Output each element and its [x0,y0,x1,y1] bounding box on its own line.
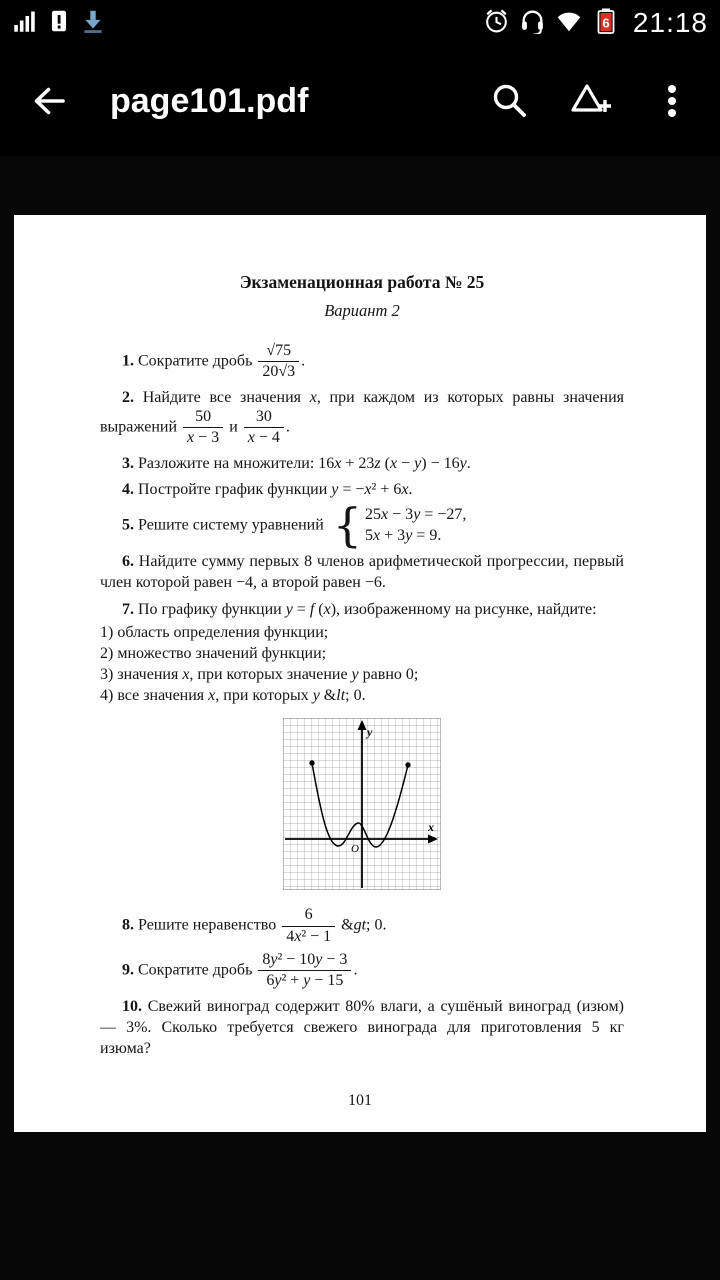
problem-3: 3. Разложите на множители: 16x + 23z (x − y) − 16y. [122,454,471,472]
clock-text: 21:18 [632,7,708,38]
fraction: $\frac{√75}{20√3}$ [256,342,301,382]
problem-7-subitems [100,622,624,706]
battery-icon [592,7,620,40]
equation-system: { 25x − 3y = −27, 5x + 3y = 9. [332,497,467,552]
exam-title: Экзаменационная работа № 25 [239,272,485,292]
problem-6: 6. Найдите сумму первых 8 членов арифметической прогрессии, первый член которой равен −4, а второй равен −6. [100,553,624,592]
fraction: $\frac{30}{x - 4}$ [242,408,286,448]
problem-5: 5. Решите систему уравнений { 25x − 3y = −27, 5x + 3y = 9. [122,497,467,552]
subitem-2: 2) множество значений функции; [100,644,327,662]
page-number: 101 [348,1092,372,1109]
pdf-viewport[interactable] [0,156,720,1280]
problem-1: 1. Сократите дробь $\frac{√75}{20√3}$ . [122,341,306,381]
subitem-1: 1) область определения функции; [100,623,329,641]
fraction: $\frac{6}{\text{4x² − 1}}$ [280,906,337,946]
search-button[interactable] [488,79,532,123]
fraction: $\frac{\text{8y² − 10y − 3}}{\text{6y² + y − 15}}$ [256,951,353,991]
problem-7: 7. По графику функции y = f (x), изображенному на рисунке, найдите: [122,600,597,618]
y-axis-label: y [367,725,373,740]
x-axis-label: x [428,820,434,835]
status-bar[interactable] [0,0,720,46]
svg-text:6: 6 [602,15,610,30]
problem-4: 4. Постройте график функции y = −x² + 6x. [122,480,413,498]
problem-10: 10. Свежий виноград содержит 80% влаги, а сушёный виноград (изюм) — 3%. Сколько требуется свежего винограда для приготовления 5 кг изюма? [100,997,625,1057]
pdf-page[interactable] [14,215,706,1132]
status-bar-left [12,7,107,40]
function-graph-figure [283,718,441,896]
download-icon [79,7,107,40]
wifi-icon [555,7,583,40]
alarm-icon [483,7,510,39]
exam-variant: Вариант 2 [324,301,400,321]
toolbar [0,46,720,156]
sim-alert-icon [46,8,72,39]
subitem-3: 3) значения x, при которых значение y равно 0; [100,665,419,683]
headset-icon [519,7,546,39]
problem-2: 2. Найдите все значения x, при каждом из которых равны значения выражений $\frac{50}{x - 3}$ и $\frac{30}{x - 4}$ . [100,388,624,447]
overflow-menu-button[interactable] [650,79,694,123]
toolbar-actions [488,79,694,123]
problem-9: 9. Сократите дробь $\frac{\text{8y² − 10y − 3}}{\text{6y² + y − 15}}$ . [122,951,358,990]
add-to-drive-button[interactable] [566,79,616,123]
page-body [14,215,706,1059]
subitem-4: 4) все значения x, при которых y &lt; 0. [100,687,366,704]
back-button[interactable] [26,79,70,123]
origin-label: O [351,843,359,856]
problem-8: 8. Решите неравенство $\frac{6}{\text{4x² − 1}}$ &gt; 0. [122,906,387,945]
signal-strength-icon [12,7,39,39]
system-brace: { [332,497,363,552]
document-title: page101.pdf [110,81,309,120]
fraction: $\frac{50}{x - 3}$ [181,408,225,448]
status-bar-right [483,7,708,40]
